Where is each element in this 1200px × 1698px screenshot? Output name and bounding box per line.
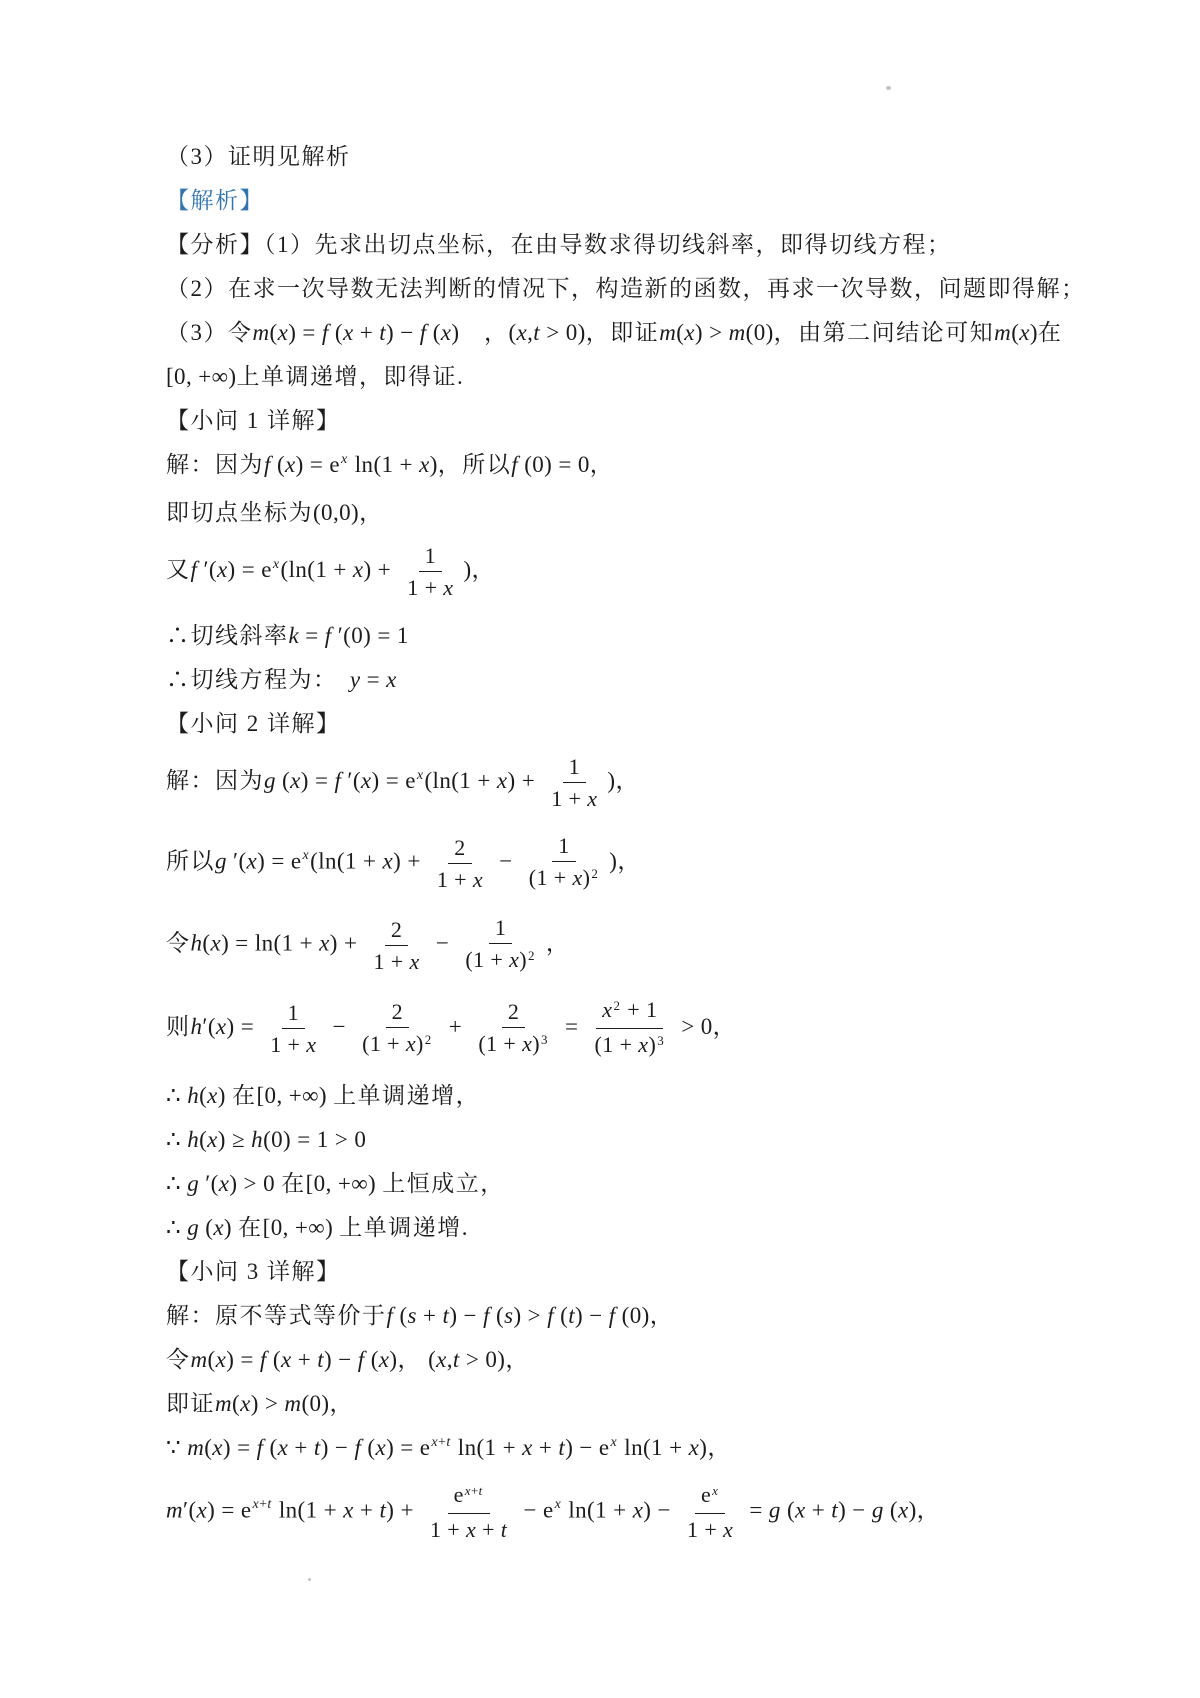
part3-line4: [166, 1433, 1086, 1467]
math-run: 1: [287, 1000, 300, 1025]
chinese-text: ∴切线斜率: [166, 623, 289, 648]
fraction: [424, 1481, 513, 1543]
fraction-numerator: [448, 834, 471, 864]
fraction-denominator: [264, 1029, 322, 1058]
fraction: [545, 753, 603, 812]
math-roman: ln: [272, 1497, 298, 1523]
math-run: x+t: [431, 1435, 451, 1450]
math-roman: e: [453, 1482, 464, 1507]
chinese-text: ，: [617, 848, 642, 874]
math-run: =: [558, 1013, 585, 1039]
math-run: 1: [558, 833, 570, 858]
analysis-p2: [166, 274, 1086, 304]
chinese-text: 则: [166, 1013, 191, 1039]
superscript: [273, 557, 280, 572]
part1-line2: [166, 498, 1086, 528]
chinese-text: （3）证明见解析: [166, 144, 351, 169]
math-run: f (0) = 0: [511, 452, 590, 477]
math-run: [0, +∞): [305, 1171, 383, 1196]
chinese-text: 又: [166, 556, 191, 582]
math-run: 2: [613, 998, 621, 1013]
fraction-denominator: [424, 1514, 513, 1543]
math-run: 1 + x: [551, 786, 598, 811]
chinese-text: 【小问 3 详解】: [166, 1259, 341, 1284]
math-run: ): [607, 767, 616, 793]
fraction-numerator: [502, 998, 525, 1028]
fraction-numerator: [386, 998, 409, 1028]
math-run: (1 + x + t) −: [476, 1435, 599, 1460]
superscript: [528, 948, 535, 963]
math-run: (1 + x): [373, 452, 438, 477]
fraction-numerator: [489, 914, 512, 944]
chinese-text: ，所以: [437, 452, 512, 477]
math-run: ∴ h(x) ≥ h(0) = 1 > 0: [166, 1127, 367, 1152]
chinese-text: 解：原不等式等价于: [166, 1303, 387, 1328]
math-run: x: [340, 452, 348, 467]
math-roman: e: [598, 1435, 610, 1460]
fraction: [472, 998, 555, 1060]
math-run: y = x: [349, 667, 397, 692]
math-roman: e: [290, 848, 302, 874]
chinese-text: ，: [589, 452, 615, 477]
document-body: [166, 142, 1086, 1563]
math-run: ∴ g ′(x) > 0: [166, 1171, 282, 1196]
superscript: [431, 1435, 450, 1450]
chinese-text: ，: [615, 767, 640, 793]
math-run: (1 + x): [594, 1032, 657, 1057]
chinese-text: 上单调递增，即得证.: [236, 364, 465, 389]
stray-mark-top: [886, 86, 891, 90]
math-run: (x,t > 0): [421, 1347, 506, 1372]
math-run: (1 + x) +: [336, 848, 427, 874]
chinese-text: ，: [459, 320, 509, 345]
header-part1: [166, 406, 1086, 436]
math-run: g (x) = f ′(x) =: [264, 767, 406, 793]
math-roman: ln: [318, 848, 337, 874]
math-roman: e: [419, 1435, 431, 1460]
fraction-numerator: [448, 1481, 490, 1514]
fraction-numerator: [282, 999, 305, 1029]
analysis-p3b: [166, 362, 1086, 392]
chinese-text: 解：因为: [166, 767, 264, 793]
math-roman: ln: [288, 556, 308, 582]
chinese-text: 所以: [166, 848, 215, 874]
part3-line5: [166, 1481, 1086, 1543]
part1-line4: [166, 621, 1086, 651]
superscript: [591, 866, 598, 881]
fraction-numerator: [552, 832, 575, 862]
math-run: x+t: [464, 1483, 483, 1498]
math-run: (1 + x) +: [273, 930, 364, 956]
math-run: −: [429, 930, 456, 956]
part3-line3: [166, 1389, 1086, 1419]
math-run: (1 + x): [478, 1030, 540, 1056]
chinese-text: 在: [238, 1215, 263, 1240]
math-run: (1 + x) +: [307, 556, 398, 582]
chinese-text: 【分析】（1）先求出切点坐标，在由导数求得切线斜率，即得切线方程；: [166, 232, 952, 257]
superscript: [657, 1033, 664, 1048]
fraction: [356, 998, 439, 1060]
math-run: (1 + x): [643, 1435, 708, 1460]
math-run: h′(x) =: [190, 1013, 261, 1039]
math-run: 3: [657, 1033, 665, 1048]
math-run: f ′(x) =: [190, 556, 262, 582]
chinese-text: ，: [359, 500, 384, 525]
section-label: 【解析】: [166, 188, 264, 213]
chinese-text: ，: [712, 1013, 738, 1039]
chinese-text: （3）令: [166, 320, 253, 345]
superscript: [541, 1032, 548, 1047]
math-run: x: [302, 848, 310, 864]
part1-line5: [166, 665, 1086, 695]
part2-line2: [166, 832, 1086, 894]
math-run: (: [280, 556, 289, 582]
math-roman: ln: [254, 930, 274, 956]
fraction-denominator: [523, 862, 606, 894]
math-run: 2: [454, 834, 466, 860]
math-run: −: [517, 1497, 543, 1523]
fraction-numerator: [695, 1481, 725, 1514]
chinese-text: 上恒成立，: [382, 1171, 505, 1196]
superscript: [555, 1497, 562, 1512]
fraction-denominator: [589, 1029, 672, 1061]
analysis-p1: [166, 230, 1086, 260]
math-roman: ln: [451, 1435, 477, 1460]
fraction: [431, 834, 489, 893]
fraction-denominator: [681, 1514, 739, 1543]
math-roman: e: [542, 1497, 554, 1523]
math-run: x: [610, 1435, 618, 1450]
math-run: (: [424, 767, 433, 793]
chinese-text: ∴切线方程为：: [166, 667, 338, 692]
math-run: (1 + x): [362, 1030, 424, 1056]
answer-part3: [166, 142, 1086, 172]
math-run: m(x) = f (x + t) − f (x): [190, 1347, 398, 1372]
fraction: [681, 1481, 739, 1543]
math-run: x: [554, 1497, 562, 1513]
chinese-text: ，: [545, 930, 571, 956]
chinese-text: 解：因为: [166, 452, 264, 477]
math-run: 2: [507, 998, 520, 1024]
fraction: [401, 542, 459, 601]
math-roman: e: [700, 1482, 712, 1507]
fraction-denominator: [459, 944, 542, 976]
fraction: [368, 916, 426, 975]
math-run: k = f ′(0) = 1: [288, 623, 409, 648]
part2-line8: [166, 1213, 1086, 1243]
chinese-text: 在: [1037, 320, 1063, 345]
fraction-numerator: [596, 996, 663, 1029]
chinese-text: 上单调递增.: [339, 1215, 470, 1240]
math-run: 1: [568, 754, 581, 779]
math-run: 1 + x: [436, 866, 484, 892]
fraction-denominator: [368, 946, 426, 975]
part1-line1: [166, 450, 1086, 484]
math-run: f (s + t) − f (s) > f (t) − f (0): [386, 1303, 650, 1328]
part2-line1: [166, 753, 1086, 812]
chinese-text: 【小问 1 详解】: [166, 408, 341, 433]
fraction-denominator: [545, 783, 603, 812]
stray-mark-bottom: [308, 1578, 311, 1581]
chinese-text: 在: [231, 1083, 257, 1108]
superscript: [417, 768, 424, 783]
fraction: [523, 832, 606, 894]
math-run: 2: [424, 1031, 432, 1047]
math-run: x: [416, 767, 424, 783]
math-run: m′(x) =: [166, 1497, 241, 1523]
math-run: (1 + x): [528, 865, 591, 890]
chinese-text: ，: [471, 556, 497, 582]
math-run: ): [463, 556, 472, 582]
header-part2: [166, 709, 1086, 739]
math-run: = g (x + t) − g (x): [743, 1497, 917, 1523]
analysis-p3a: [166, 318, 1086, 348]
chinese-text: ，: [916, 1497, 942, 1523]
math-run: 1 + x: [270, 1032, 317, 1057]
chinese-text: 上单调递增，: [333, 1083, 481, 1108]
fraction-numerator: [563, 753, 586, 783]
math-run: [0, +∞): [166, 364, 237, 389]
superscript: [611, 1435, 618, 1450]
math-run: (: [310, 848, 319, 874]
chinese-text: 即切点坐标为: [166, 500, 313, 525]
math-run: x+t: [252, 1497, 272, 1513]
math-roman: e: [261, 556, 272, 582]
chinese-text: 即证: [166, 1391, 215, 1416]
math-run: 3: [540, 1031, 548, 1047]
math-run: + 1: [621, 997, 658, 1022]
math-run: g ′(x) =: [215, 848, 291, 874]
superscript: [465, 1483, 483, 1498]
header-part3: [166, 1257, 1086, 1287]
math-run: (1 + x + t) +: [297, 1497, 420, 1523]
superscript: [712, 1483, 718, 1498]
part2-line7: [166, 1169, 1086, 1199]
math-run: h(x) =: [190, 930, 255, 956]
math-run: 2: [390, 916, 403, 942]
superscript: [613, 998, 620, 1013]
math-run: m(x) = f (x + t) − f (x): [252, 320, 460, 345]
math-run: (0,0): [313, 500, 360, 525]
math-run: −: [493, 848, 519, 874]
math-run: m(x) > m(0): [659, 320, 774, 345]
fraction-denominator: [401, 572, 459, 601]
header-jiexi: [166, 186, 1086, 216]
math-run: m(x) > m(0): [215, 1391, 330, 1416]
math-run: 2: [528, 948, 535, 963]
chinese-text: ，: [397, 1347, 422, 1372]
fraction-denominator: [431, 864, 489, 893]
math-run: 2: [591, 866, 599, 881]
math-roman: ln: [618, 1435, 643, 1460]
chinese-text: 在: [281, 1171, 306, 1196]
part2-line5: [166, 1081, 1086, 1111]
math-roman: ln: [432, 767, 452, 793]
math-run: [0, +∞): [256, 1083, 334, 1108]
chinese-text: 令: [166, 1347, 191, 1372]
fraction: [264, 999, 322, 1058]
chinese-text: ，: [505, 1347, 530, 1372]
math-run: m(x): [994, 320, 1038, 345]
math-run: x: [272, 556, 280, 572]
math-run: 1 + x: [407, 575, 454, 600]
math-run: 1 + x: [373, 948, 420, 974]
math-run: x: [602, 997, 613, 1022]
math-run: [0, +∞): [262, 1215, 340, 1240]
chinese-text: ，: [649, 1303, 675, 1328]
superscript: [425, 1032, 432, 1047]
math-run: ∵ m(x) = f (x + t) − f (x) =: [166, 1435, 420, 1460]
part2-line6: [166, 1125, 1086, 1155]
fraction: [459, 914, 542, 976]
math-run: 1 + x + t: [429, 1517, 508, 1542]
superscript: [303, 848, 310, 863]
math-run: (1 + x) −: [587, 1497, 678, 1523]
superscript: [252, 1497, 271, 1512]
chinese-text: ，: [707, 1435, 732, 1460]
superscript: [341, 452, 348, 467]
math-roman: ln: [562, 1497, 588, 1523]
fraction-denominator: [472, 1028, 555, 1060]
math-roman: e: [329, 452, 340, 477]
math-roman: e: [240, 1497, 252, 1523]
chinese-text: （2）在求一次导数无法判断的情况下，构造新的函数，再求一次导数，问题即得解；: [166, 276, 1086, 301]
math-run: (x,t > 0): [508, 320, 586, 345]
fraction: [589, 996, 672, 1061]
math-run: f (x) =: [264, 452, 330, 477]
part3-line2: [166, 1345, 1086, 1375]
math-run: ): [609, 848, 618, 874]
chinese-text: ，即证: [585, 320, 660, 345]
math-run: 2: [391, 998, 404, 1024]
math-run: +: [442, 1013, 469, 1039]
math-run: ∴ g (x): [166, 1215, 239, 1240]
math-run: x: [712, 1483, 719, 1498]
math-run: 1: [494, 915, 507, 940]
math-roman: e: [405, 767, 416, 793]
math-run: ∴ h(x): [166, 1083, 232, 1108]
math-run: > 0: [675, 1013, 713, 1039]
math-run: −: [326, 1013, 353, 1039]
math-roman: ln: [348, 452, 374, 477]
part1-line3: [166, 542, 1086, 601]
chinese-text: 令: [166, 930, 191, 956]
part2-line3: [166, 914, 1086, 976]
fraction-numerator: [419, 542, 442, 572]
fraction-numerator: [385, 916, 408, 946]
math-run: 1: [424, 543, 437, 568]
chinese-text: ，: [329, 1391, 354, 1416]
fraction-denominator: [356, 1028, 439, 1060]
math-run: 1 + x: [687, 1517, 734, 1542]
part2-line4: [166, 996, 1086, 1061]
math-run: (1 + x) +: [451, 767, 542, 793]
part3-line1: [166, 1301, 1086, 1331]
chinese-text: 【小问 2 详解】: [166, 711, 341, 736]
chinese-text: ，由第二问结论可知: [773, 320, 995, 345]
math-run: (1 + x): [465, 947, 527, 972]
